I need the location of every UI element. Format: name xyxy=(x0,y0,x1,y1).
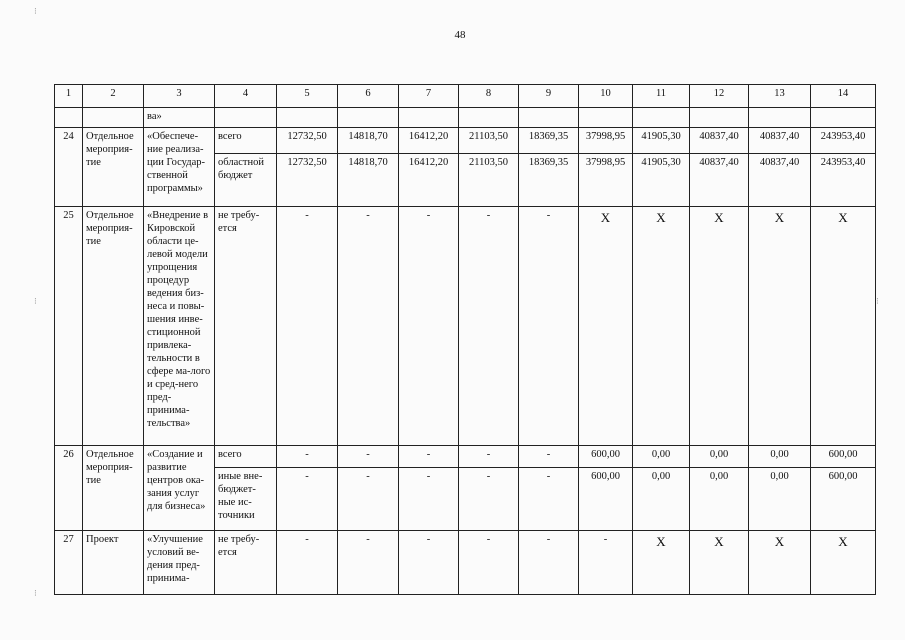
row-number: 27 xyxy=(54,530,82,594)
column-header-3: 3 xyxy=(143,84,214,107)
value-cell: 12732,50 xyxy=(276,153,337,206)
table-border-bottom xyxy=(54,594,876,595)
value-cell: 0,00 xyxy=(632,467,689,530)
value-cell: - xyxy=(398,445,458,467)
funding-source: всего xyxy=(214,127,276,153)
empty-cell xyxy=(810,107,875,127)
value-cell: - xyxy=(458,467,518,530)
value-cell: - xyxy=(458,530,518,594)
column-header-5: 5 xyxy=(276,84,337,107)
empty-cell xyxy=(214,107,276,127)
value-cell: 21103,50 xyxy=(458,127,518,153)
continuation-text: ва» xyxy=(143,107,214,127)
empty-cell xyxy=(82,107,143,127)
value-cell: 14818,70 xyxy=(337,153,398,206)
funding-source: не требу-ется xyxy=(214,206,276,445)
value-cell: 18369,35 xyxy=(518,127,578,153)
value-cell: 40837,40 xyxy=(748,127,810,153)
column-header-4: 4 xyxy=(214,84,276,107)
funding-source: иные вне-бюджет-ные ис-точники xyxy=(214,467,276,530)
column-header-6: 6 xyxy=(337,84,398,107)
empty-cell xyxy=(276,107,337,127)
funding-source: областной бюджет xyxy=(214,153,276,206)
value-cell: 40837,40 xyxy=(748,153,810,206)
column-header-9: 9 xyxy=(518,84,578,107)
event-name: «Внедрение в Кировской области це-левой модели упрощения процедур ведения биз-неса и повы-шения инве-стиционной привлека-тельности в сфере ма-лого и сред-него пред-принима-тельства» xyxy=(143,206,214,445)
value-cell: - xyxy=(398,467,458,530)
value-cell: 40837,40 xyxy=(689,153,748,206)
not-applicable-mark: X xyxy=(632,530,689,594)
not-applicable-mark: X xyxy=(632,206,689,445)
value-cell: - xyxy=(518,445,578,467)
value-cell: 0,00 xyxy=(689,467,748,530)
value-cell: 243953,40 xyxy=(810,127,875,153)
value-cell: 37998,95 xyxy=(578,127,632,153)
value-cell: 16412,20 xyxy=(398,127,458,153)
value-cell: - xyxy=(337,467,398,530)
scan-mark: ⁝ xyxy=(34,296,37,306)
value-cell: - xyxy=(337,206,398,445)
value-cell: 41905,30 xyxy=(632,127,689,153)
value-cell: 37998,95 xyxy=(578,153,632,206)
not-applicable-mark: X xyxy=(810,206,875,445)
not-applicable-mark: X xyxy=(578,206,632,445)
column-header-13: 13 xyxy=(748,84,810,107)
scan-mark: ⁝ xyxy=(34,588,37,598)
column-header-8: 8 xyxy=(458,84,518,107)
empty-cell xyxy=(748,107,810,127)
event-type: Отдельное мероприя-тие xyxy=(82,127,143,206)
empty-cell xyxy=(632,107,689,127)
empty-cell xyxy=(458,107,518,127)
value-cell: 243953,40 xyxy=(810,153,875,206)
value-cell: 0,00 xyxy=(748,467,810,530)
empty-cell xyxy=(578,107,632,127)
value-cell: - xyxy=(458,445,518,467)
funding-source: не требу-ется xyxy=(214,530,276,594)
value-cell: - xyxy=(578,530,632,594)
value-cell: - xyxy=(276,445,337,467)
table-border-right xyxy=(875,84,876,594)
value-cell: 0,00 xyxy=(748,445,810,467)
value-cell: - xyxy=(337,530,398,594)
value-cell: 600,00 xyxy=(810,445,875,467)
empty-cell xyxy=(689,107,748,127)
value-cell: - xyxy=(398,530,458,594)
column-header-10: 10 xyxy=(578,84,632,107)
not-applicable-mark: X xyxy=(748,206,810,445)
page-number: 48 xyxy=(454,29,466,41)
value-cell: 600,00 xyxy=(810,467,875,530)
empty-cell xyxy=(518,107,578,127)
not-applicable-mark: X xyxy=(810,530,875,594)
value-cell: 0,00 xyxy=(632,445,689,467)
row-number: 25 xyxy=(54,206,82,445)
value-cell: 40837,40 xyxy=(689,127,748,153)
not-applicable-mark: X xyxy=(689,530,748,594)
row-number: 26 xyxy=(54,445,82,530)
row-number: 24 xyxy=(54,127,82,206)
value-cell: 600,00 xyxy=(578,445,632,467)
value-cell: - xyxy=(518,467,578,530)
value-cell: 600,00 xyxy=(578,467,632,530)
not-applicable-mark: X xyxy=(689,206,748,445)
value-cell: 21103,50 xyxy=(458,153,518,206)
value-cell: 41905,30 xyxy=(632,153,689,206)
scan-mark: ⁝ xyxy=(34,6,37,16)
empty-cell xyxy=(54,107,82,127)
empty-cell xyxy=(398,107,458,127)
column-header-2: 2 xyxy=(82,84,143,107)
value-cell: 0,00 xyxy=(689,445,748,467)
event-type: Проект xyxy=(82,530,143,594)
value-cell: - xyxy=(276,206,337,445)
empty-cell xyxy=(337,107,398,127)
value-cell: - xyxy=(518,530,578,594)
funding-source: всего xyxy=(214,445,276,467)
column-header-7: 7 xyxy=(398,84,458,107)
value-cell: 16412,20 xyxy=(398,153,458,206)
event-type: Отдельное мероприя-тие xyxy=(82,445,143,530)
value-cell: - xyxy=(398,206,458,445)
event-name: «Обеспече-ние реализа-ции Государ-ственной программы» xyxy=(143,127,214,206)
not-applicable-mark: X xyxy=(748,530,810,594)
event-name: «Улучшение условий ве-дения пред-принима- xyxy=(143,530,214,594)
value-cell: - xyxy=(518,206,578,445)
value-cell: 14818,70 xyxy=(337,127,398,153)
value-cell: 18369,35 xyxy=(518,153,578,206)
column-header-1: 1 xyxy=(54,84,82,107)
value-cell: - xyxy=(276,467,337,530)
value-cell: - xyxy=(276,530,337,594)
scan-mark: ⁝ xyxy=(876,296,879,306)
event-name: «Создание и развитие центров ока-зания услуг для бизнеса» xyxy=(143,445,214,530)
column-header-11: 11 xyxy=(632,84,689,107)
column-header-12: 12 xyxy=(689,84,748,107)
column-header-14: 14 xyxy=(810,84,875,107)
value-cell: 12732,50 xyxy=(276,127,337,153)
value-cell: - xyxy=(337,445,398,467)
value-cell: - xyxy=(458,206,518,445)
event-type: Отдельное мероприя-тие xyxy=(82,206,143,445)
